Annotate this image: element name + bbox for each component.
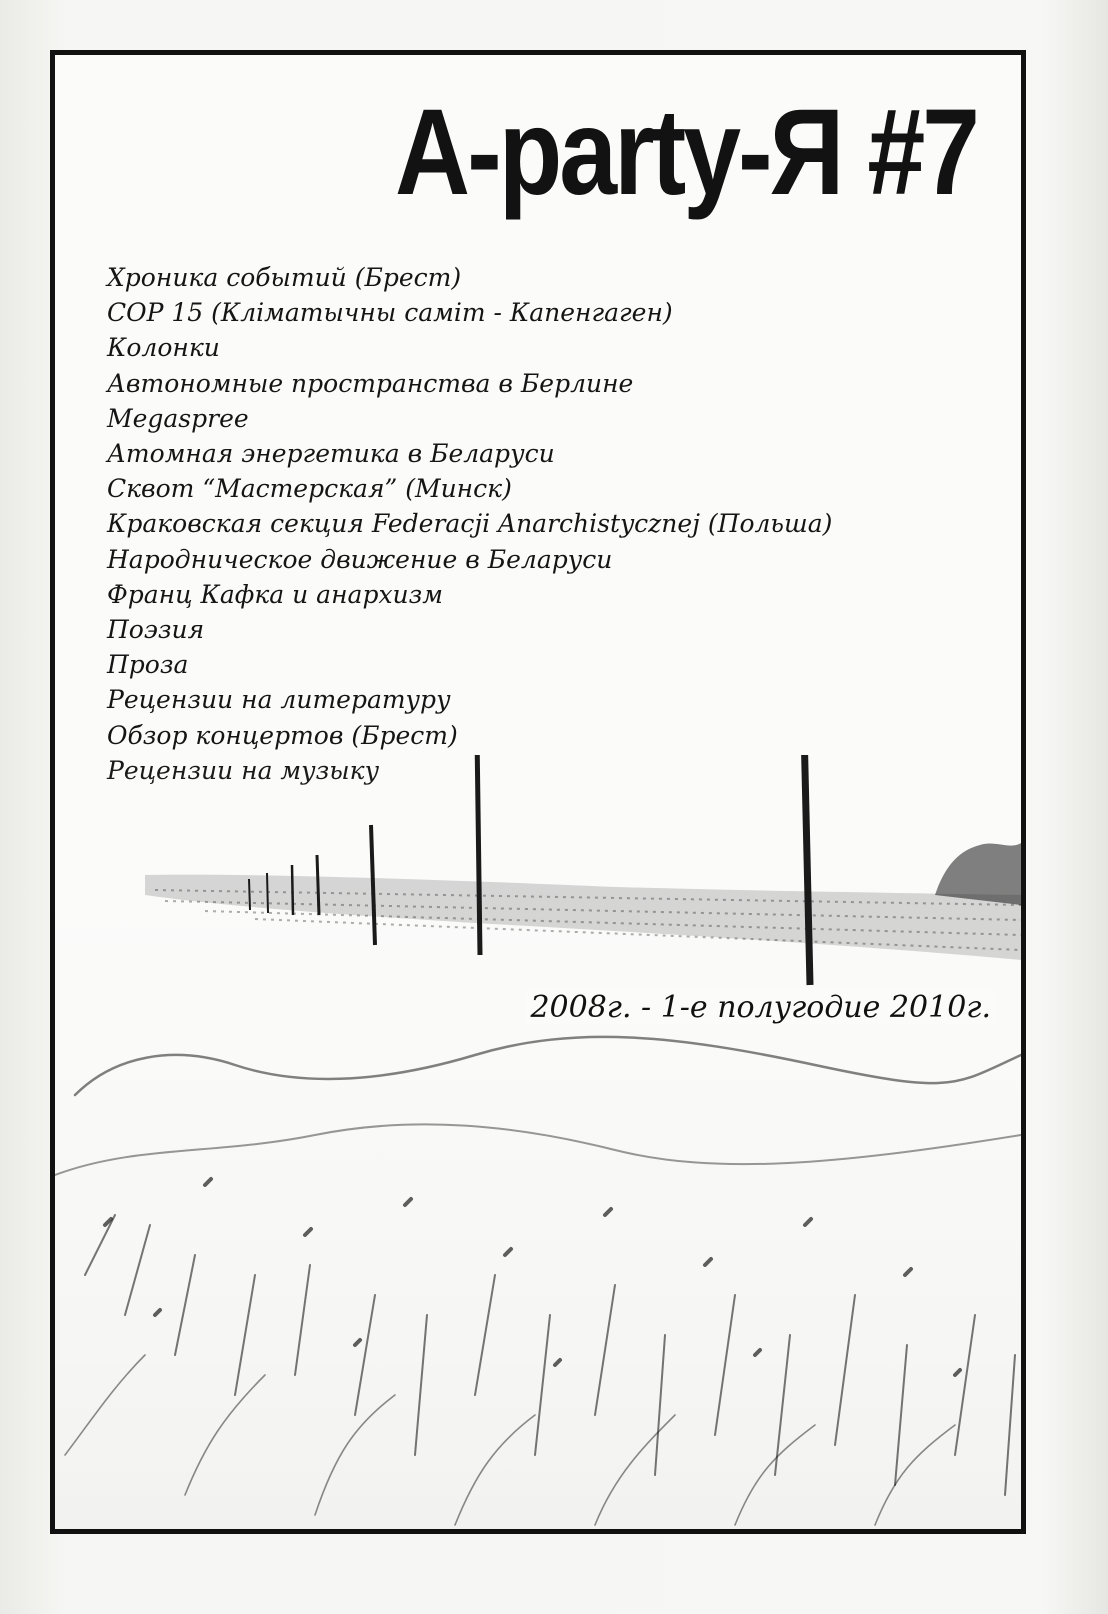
sky-area xyxy=(55,755,1021,1529)
toc-item: Megaspree xyxy=(107,403,249,433)
winter-field-photo xyxy=(55,755,1021,1529)
magazine-title: A-party-Я #7 xyxy=(394,84,977,222)
toc-item: Рецензии на литературу xyxy=(107,685,451,715)
toc-item: COP 15 (Кліматычны саміт - Капенгаген) xyxy=(107,298,673,328)
toc-item: Поэзия xyxy=(107,615,205,645)
toc-item: Сквот “Мастерская” (Минск) xyxy=(107,474,512,504)
cover-frame xyxy=(50,50,1026,1534)
table-of-contents xyxy=(107,260,832,788)
toc-item: Обзор концертов (Брест) xyxy=(107,720,458,750)
toc-item: Автономные пространства в Берлине xyxy=(107,368,634,398)
toc-item: Проза xyxy=(107,650,189,680)
toc-item: Краковская секция Federacji Anarchistycznej (Польша) xyxy=(107,509,833,539)
toc-item: Хроника событий (Брест) xyxy=(107,263,462,292)
toc-item: Колонки xyxy=(107,333,220,363)
toc-item: Народническое движение в Беларуси xyxy=(107,544,613,574)
toc-item: Франц Кафка и анархизм xyxy=(107,579,444,609)
issue-date: 2008г. - 1-е полугодие 2010г. xyxy=(526,990,995,1025)
toc-item: Атомная энергетика в Беларуси xyxy=(107,439,555,469)
